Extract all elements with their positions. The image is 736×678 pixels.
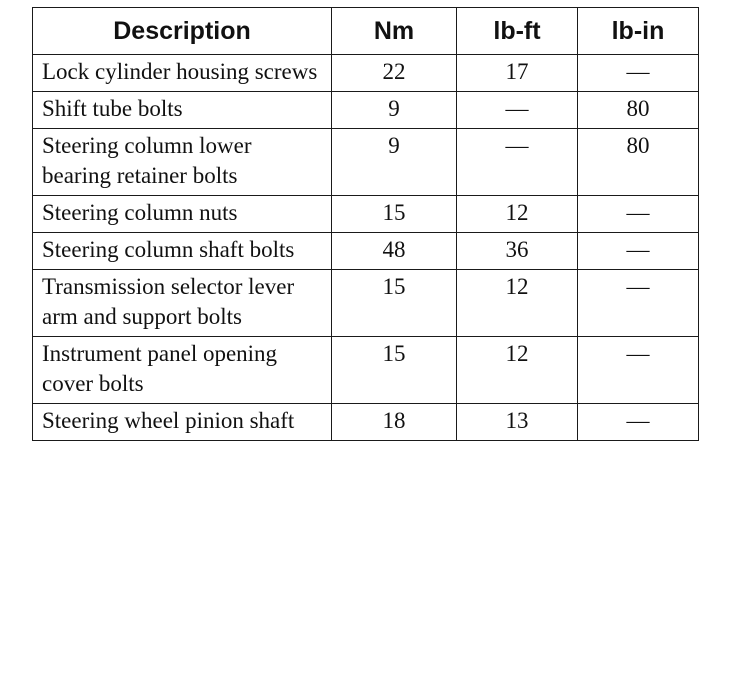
cell-description: Lock cylinder housing screws <box>33 55 332 92</box>
table-row <box>33 337 699 404</box>
cell-lb-ft: 12 <box>457 337 578 404</box>
table-row <box>33 196 699 233</box>
cell-lb-ft: — <box>457 92 578 129</box>
cell-lb-in: — <box>578 404 699 441</box>
cell-lb-in: — <box>578 270 699 337</box>
cell-description: Transmission selector lever arm and support bolts <box>33 270 332 337</box>
header-lb-in: lb-in <box>578 8 699 55</box>
cell-description: Steering column shaft bolts <box>33 233 332 270</box>
cell-description: Steering column lower bearing retainer bolts <box>33 129 332 196</box>
table-row <box>33 270 699 337</box>
cell-lb-in: 80 <box>578 92 699 129</box>
cell-lb-in: — <box>578 337 699 404</box>
header-lb-ft: lb-ft <box>457 8 578 55</box>
cell-lb-ft: 12 <box>457 196 578 233</box>
cell-lb-ft: — <box>457 129 578 196</box>
cell-lb-in: 80 <box>578 129 699 196</box>
table-row <box>33 55 699 92</box>
cell-lb-in: — <box>578 196 699 233</box>
cell-description: Instrument panel opening cover bolts <box>33 337 332 404</box>
torque-specifications-table <box>32 7 699 441</box>
cell-nm: 15 <box>332 196 457 233</box>
cell-lb-ft: 17 <box>457 55 578 92</box>
cell-description: Steering wheel pinion shaft <box>33 404 332 441</box>
cell-lb-in: — <box>578 55 699 92</box>
cell-description: Steering column nuts <box>33 196 332 233</box>
table-header-row <box>33 8 699 55</box>
cell-nm: 9 <box>332 129 457 196</box>
cell-lb-in: — <box>578 233 699 270</box>
cell-nm: 9 <box>332 92 457 129</box>
table-row <box>33 92 699 129</box>
header-nm: Nm <box>332 8 457 55</box>
cell-nm: 15 <box>332 270 457 337</box>
cell-lb-ft: 13 <box>457 404 578 441</box>
table-row <box>33 129 699 196</box>
cell-description: Shift tube bolts <box>33 92 332 129</box>
header-description: Description <box>33 8 332 55</box>
table-row <box>33 404 699 441</box>
cell-nm: 48 <box>332 233 457 270</box>
cell-nm: 18 <box>332 404 457 441</box>
table-row <box>33 233 699 270</box>
cell-nm: 15 <box>332 337 457 404</box>
cell-lb-ft: 36 <box>457 233 578 270</box>
cell-nm: 22 <box>332 55 457 92</box>
cell-lb-ft: 12 <box>457 270 578 337</box>
